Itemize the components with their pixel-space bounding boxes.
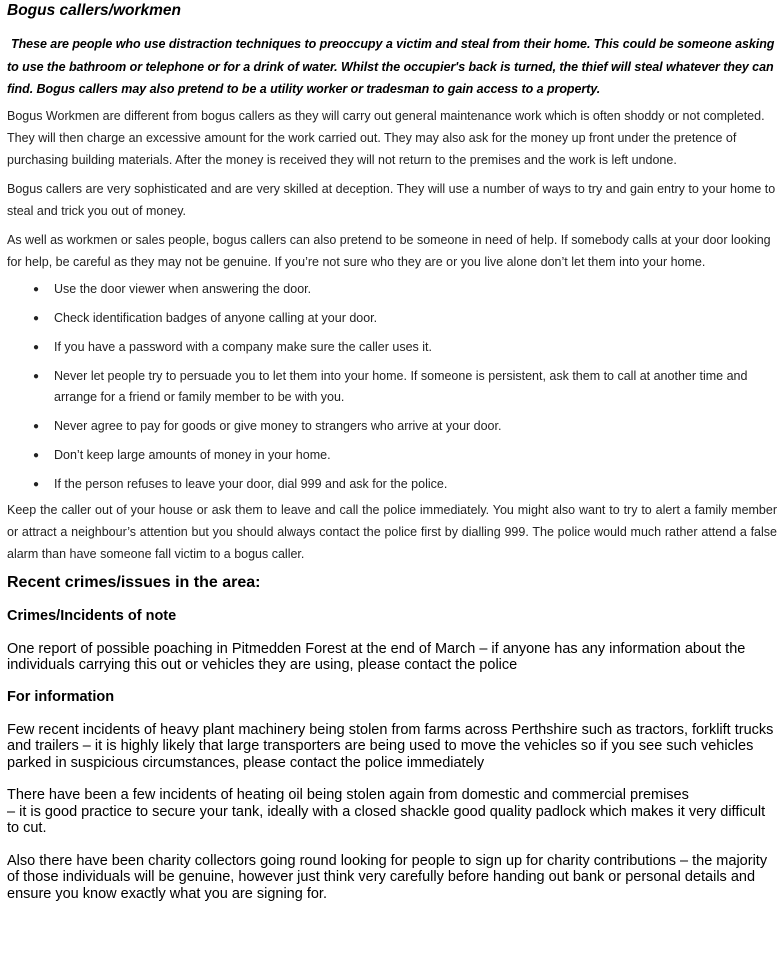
tips-list	[7, 279, 777, 495]
bullet-icon: ●	[33, 449, 40, 461]
info-heating-oil	[7, 787, 777, 837]
list-item	[7, 474, 777, 495]
crimes-heading: Crimes/Incidents of note	[7, 607, 177, 624]
paragraph-bogus-callers: Bogus callers are very sophisticated and are very skilled at deception. They will use a number of ways to try and gain entry to your home to steal and trick you out of money.	[7, 181, 776, 218]
bullet-icon: ●	[33, 420, 40, 432]
bullet-icon: ●	[33, 341, 40, 353]
closing-paragraph: Keep the caller out of your house or ask them to leave and call the police immediately. You might also want to try to alert a family member or attract a neighbour’s attention but you should always contact the police first by dialling 999. The police would much rather attend a false alarm than have someone fall victim to a bogus caller.	[7, 502, 777, 561]
list-item	[7, 366, 777, 408]
tip-text: Don’t keep large amounts of money in your home.	[54, 447, 331, 462]
list-item	[7, 337, 777, 358]
page-title: Bogus callers/workmen	[7, 2, 182, 19]
tip-text: Never agree to pay for goods or give money to strangers who arrive at your door.	[54, 418, 502, 433]
tip-text: Use the door viewer when answering the door.	[54, 281, 312, 296]
bullet-icon: ●	[33, 283, 40, 295]
bullet-icon: ●	[33, 370, 40, 382]
bullet-icon: ●	[33, 312, 40, 324]
tip-text: If the person refuses to leave your door, dial 999 and ask for the police.	[54, 476, 448, 491]
list-item	[7, 416, 777, 437]
bullet-icon: ●	[33, 478, 40, 490]
crimes-text: One report of possible poaching in Pitmedden Forest at the end of March – if anyone has any information about the individuals carrying this out or vehicles they are using, please contact the police	[7, 640, 746, 673]
list-item	[7, 308, 777, 329]
info-heating-oil-line2: – it is good practice to secure your tank, ideally with a closed shackle good quality padlock which makes it very difficult to cut.	[7, 803, 766, 836]
list-item	[7, 279, 777, 300]
tip-text: Never let people try to persuade you to let them into your home. If someone is persistent, ask them to call at another time and arrange for a friend or family member to be with you.	[54, 368, 748, 404]
info-charity: Also there have been charity collectors going round looking for people to sign up for charity contributions – the majority of those individuals will be genuine, however just think very carefully before handing out bank or personal details and ensure you know exactly what you are signing for.	[7, 852, 768, 902]
recent-crimes-title: Recent crimes/issues in the area:	[7, 573, 261, 591]
intro-paragraph: These are people who use distraction techniques to preoccupy a victim and steal from their home. This could be someone asking to use the bathroom or telephone or for a drink of water. Whilst the occupier's back is turned, the thief will steal whatever they can find. Bogus callers may also pretend to be a utility worker or tradesman to gain access to a property.	[7, 37, 775, 96]
tip-text: Check identification badges of anyone calling at your door.	[54, 310, 378, 325]
info-heating-oil-line1: There have been a few incidents of heating oil being stolen again from domestic and commercial premises	[7, 787, 689, 803]
info-heading: For information	[7, 688, 115, 705]
info-machinery: Few recent incidents of heavy plant machinery being stolen from farms across Perthshire such as tractors, forklift trucks and trailers – it is highly likely that large transporters are being used to move the vehicles so if you see such vehicles parked in suspicious circumstances, please contact the police immediately	[7, 721, 774, 771]
paragraph-bogus-workmen: Bogus Workmen are different from bogus callers as they will carry out general maintenance work which is often shoddy or not completed. They will then charge an excessive amount for the work carried out. They may also ask for the money up front under the pretence of purchasing building materials. After the money is received they will not return to the premises and the work is left undone.	[7, 108, 765, 167]
list-item	[7, 445, 777, 466]
paragraph-need-help: As well as workmen or sales people, bogus callers can also pretend to be someone in need of help. If somebody calls at your door looking for help, be careful as they may not be genuine. If you’re not sure who they are or you live alone don’t let them into your home.	[7, 232, 771, 269]
tip-text: If you have a password with a company make sure the caller uses it.	[54, 339, 432, 354]
